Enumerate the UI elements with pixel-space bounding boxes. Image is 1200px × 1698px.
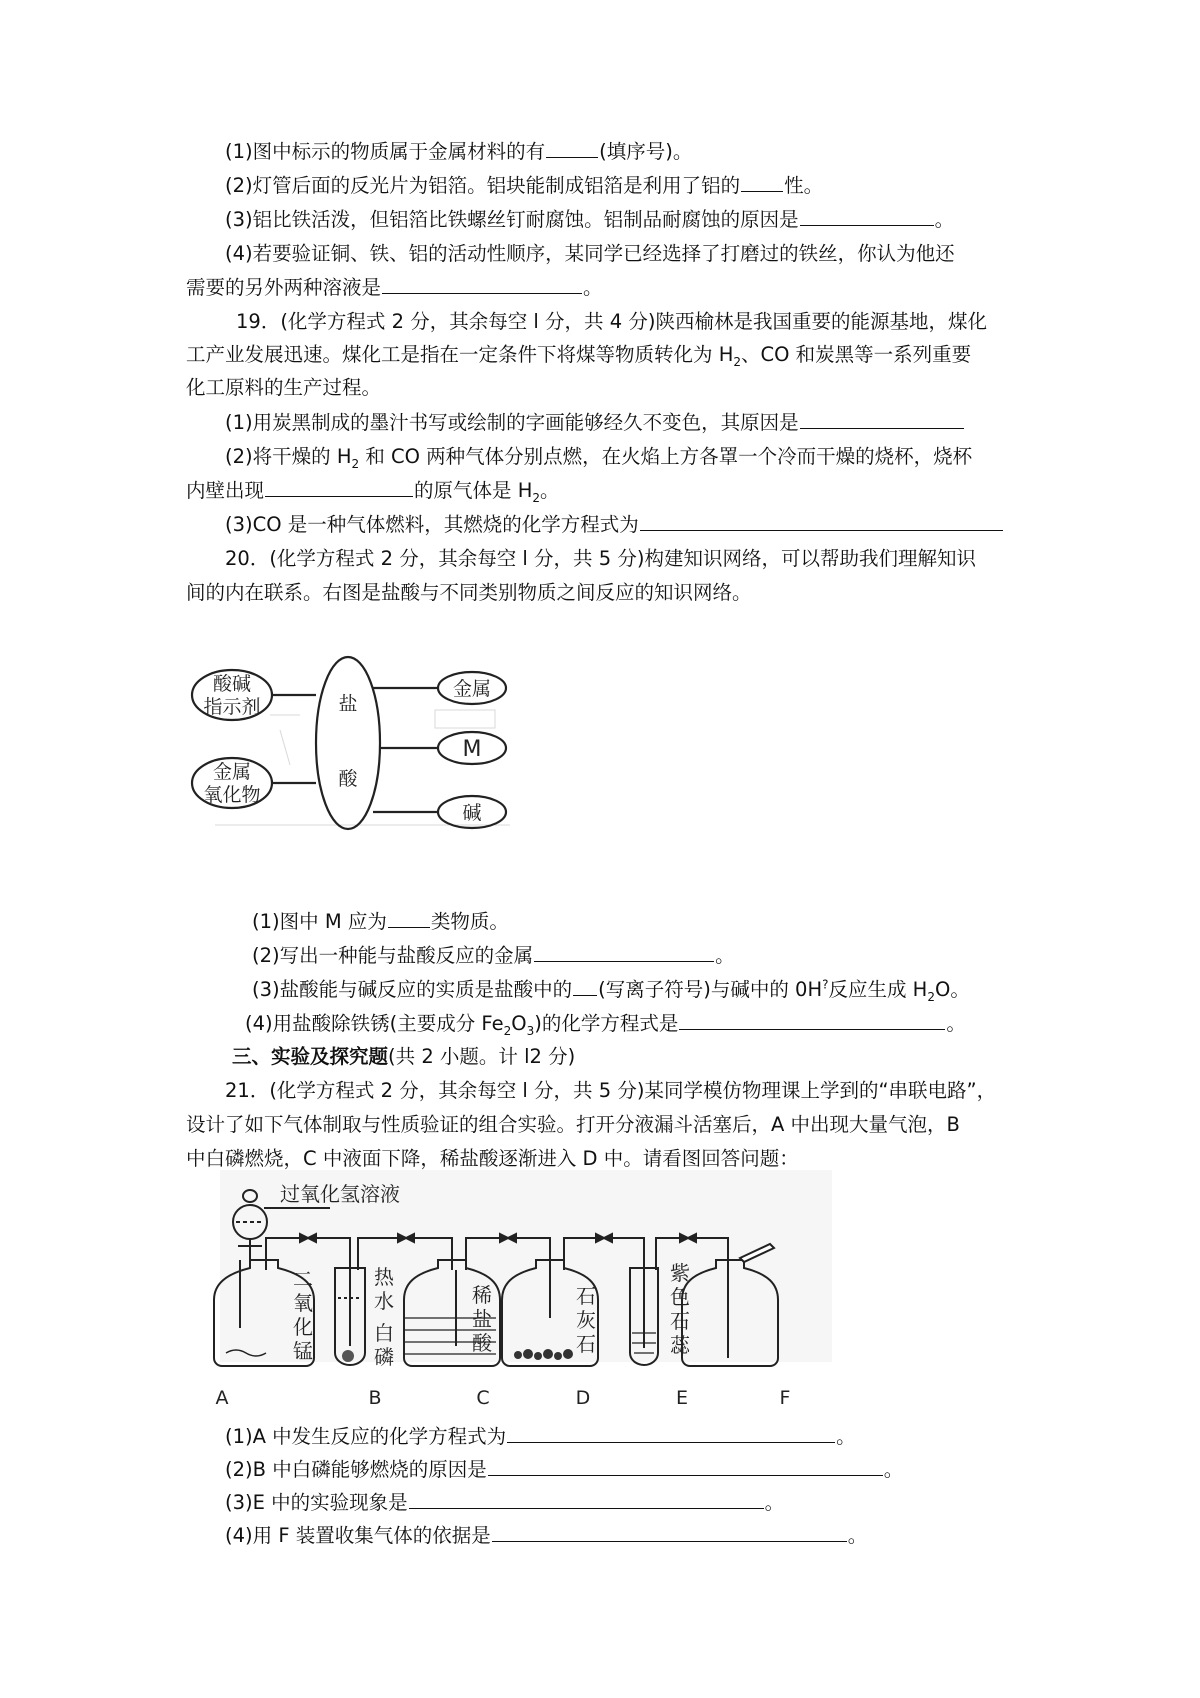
answer-blank[interactable]	[741, 171, 783, 192]
node-label: 氧化物	[203, 784, 261, 806]
q18-sub1: (1)图中标示的物质属于金属材料的有 (填序号)。	[225, 137, 692, 166]
answer-blank[interactable]	[573, 975, 597, 996]
apparatus-letter: A	[215, 1387, 229, 1409]
q18-sub4-line1: (4)若要验证铜、铁、铝的活动性顺序，某同学已经选择了打磨过的铁丝，你认为他还	[225, 242, 955, 265]
apparatus-letter: E	[675, 1387, 689, 1409]
q21-sub1: (1)A 中发生反应的化学方程式为 。	[225, 1422, 856, 1451]
apparatus-letter: C	[476, 1387, 490, 1409]
node-label: 盐	[338, 693, 358, 715]
answer-blank[interactable]	[800, 408, 964, 429]
b-label: 白	[374, 1321, 394, 1345]
answer-blank[interactable]	[800, 205, 934, 226]
funnel-label: 过氧化氢溶液	[280, 1182, 400, 1206]
answer-blank[interactable]	[492, 1521, 847, 1542]
q19-sub2-line2: 内壁出现 的原气体是 $H_2$。	[186, 476, 560, 505]
d-label: 灰	[576, 1308, 596, 1332]
q18-sub3: (3)铝比铁活泼，但铝箔比铁螺丝钉耐腐蚀。铝制品耐腐蚀的原因是 。	[225, 205, 954, 234]
q20-intro-line1: 20．(化学方程式 2 分，其余每空 l 分，共 5 分)构建知识网络，可以帮助我们理解知识	[225, 547, 976, 570]
answer-blank[interactable]	[488, 1455, 883, 1476]
a-label: 锰	[293, 1339, 313, 1363]
q18-sub4-line2: 需要的另外两种溶液是 。	[186, 273, 603, 302]
a-label: 氧	[293, 1291, 313, 1315]
q19-sub2-line1: (2)将干燥的 $H_2$ 和 CO 两种气体分别点燃，在火焰上方各罩一个冷而干燥的烧杯，烧杯	[225, 445, 973, 471]
answer-blank[interactable]	[546, 137, 598, 158]
node-hydrochloric-acid	[316, 657, 380, 829]
a-label: 化	[293, 1315, 313, 1339]
e-label: 蕊	[670, 1333, 690, 1357]
q21-intro-line1: 21．(化学方程式 2 分，其余每空 l 分，共 5 分)某同学模仿物理课上学到的“串联电路”，	[225, 1079, 997, 1102]
answer-blank[interactable]	[409, 1488, 764, 1509]
q20-sub4: (4)用盐酸除铁锈(主要成分 $Fe_2O_3$)的化学方程式是 。	[245, 1009, 966, 1038]
e-label: 紫	[670, 1261, 690, 1285]
answer-blank[interactable]	[679, 1009, 945, 1030]
b-label: 磷	[374, 1345, 394, 1369]
q21-intro-line2: 设计了如下气体制取与性质验证的组合实验。打开分液漏斗活塞后，A 中出现大量气泡，B	[186, 1113, 960, 1136]
node-label: 指示剂	[203, 696, 261, 718]
node-label: M	[462, 737, 482, 762]
a-label: 二	[293, 1267, 313, 1291]
q20-intro-line2: 间的内在联系。右图是盐酸与不同类别物质之间反应的知识网络。	[186, 581, 752, 604]
q19-intro-line2: 工产业发展迅速。煤化工是指在一定条件下将煤等物质转化为 $H_2$、CO 和炭黑等一系列重要	[186, 343, 972, 369]
node-label: 碱	[462, 802, 482, 824]
q21-sub4: (4)用 F 装置收集气体的依据是 。	[225, 1521, 867, 1550]
d-label: 石	[576, 1332, 596, 1356]
hydrochloric-acid-knowledge-network-diagram	[190, 655, 520, 835]
answer-blank[interactable]	[507, 1422, 835, 1443]
section-heading: 三、实验及探究题(共 2 小题。计 l2 分)	[232, 1045, 576, 1068]
c-label: 盐	[472, 1307, 492, 1331]
answer-blank[interactable]	[265, 476, 413, 497]
q19-intro-line3: 化工原料的生产过程。	[186, 376, 382, 399]
c-label: 酸	[472, 1331, 492, 1355]
q20-sub1: (1)图中 M 应为 类物质。	[252, 907, 509, 936]
e-label: 色	[670, 1285, 690, 1309]
q20-sub2: (2)写出一种能与盐酸反应的金属 。	[252, 941, 735, 970]
answer-blank[interactable]	[534, 941, 714, 962]
q18-sub2: (2)灯管后面的反光片为铝箔。铝块能制成铝箔是利用了铝的 性。	[225, 171, 823, 200]
b-label: 水	[374, 1289, 394, 1313]
q21-intro-line3: 中白磷燃烧，C 中液面下降，稀盐酸逐渐进入 D 中。请看图回答问题：	[186, 1147, 799, 1170]
q21-sub2: (2)B 中白磷能够燃烧的原因是 。	[225, 1455, 903, 1484]
apparatus-letter: D	[575, 1387, 591, 1409]
node-label: 酸	[338, 768, 358, 790]
c-label: 稀	[472, 1283, 492, 1307]
e-label: 石	[670, 1309, 690, 1333]
q20-sub3: (3)盐酸能与碱反应的实质是盐酸中的 (写离子符号)与碱中的 0H?反应生成 $H_2O$。	[252, 975, 970, 1004]
apparatus-letter: B	[368, 1387, 382, 1409]
gas-experiment-apparatus-diagram	[200, 1168, 840, 1418]
apparatus-letter: F	[779, 1387, 791, 1409]
q19-intro-line1: 19．(化学方程式 2 分，其余每空 l 分，共 4 分)陕西榆林是我国重要的能源基地，煤化	[236, 310, 987, 333]
answer-blank[interactable]	[382, 273, 582, 294]
node-label: 酸碱	[212, 673, 252, 695]
answer-blank[interactable]	[640, 510, 1003, 531]
node-label: 金属	[452, 678, 492, 700]
q19-sub1: (1)用炭黑制成的墨汁书写或绘制的字画能够经久不变色，其原因是	[225, 408, 965, 437]
node-label: 金属	[212, 761, 252, 783]
q19-sub3: (3)CO 是一种气体燃料，其燃烧的化学方程式为	[225, 510, 1004, 539]
answer-blank[interactable]	[388, 907, 430, 928]
q21-sub3: (3)E 中的实验现象是 。	[225, 1488, 784, 1517]
d-label: 石	[576, 1284, 596, 1308]
b-label: 热	[374, 1265, 394, 1289]
